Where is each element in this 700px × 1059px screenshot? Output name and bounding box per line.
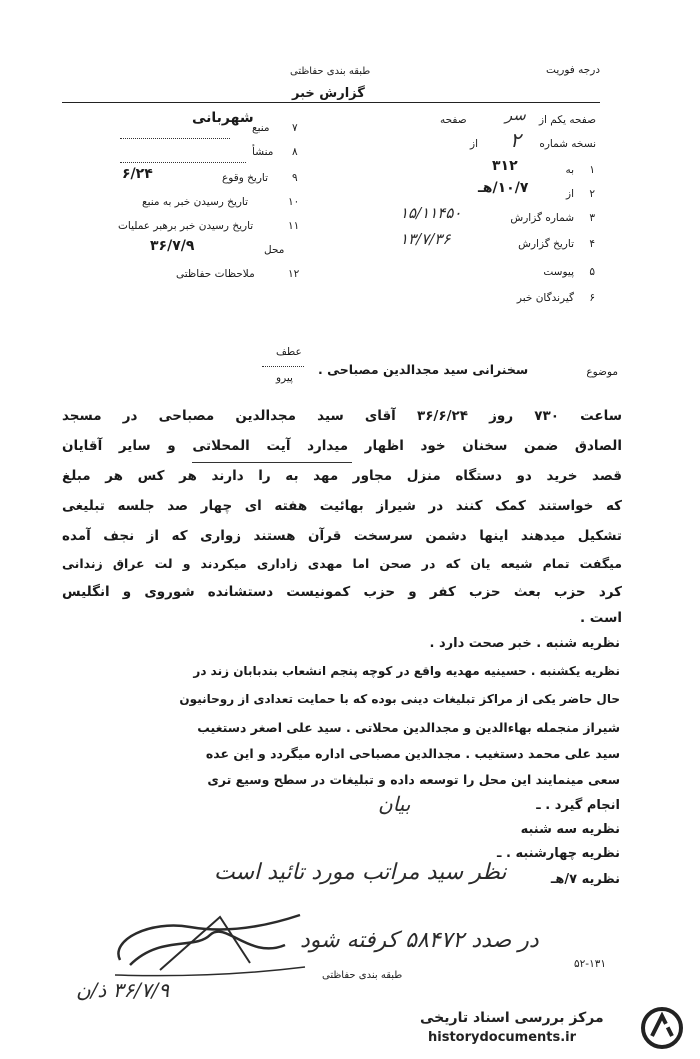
- left-form-line: [120, 138, 230, 139]
- note-text: حسینیه مهدیه واقع در کوچه پنجم انشعاب بندبابان زند در: [193, 664, 527, 678]
- right-form-label-recipients: گیرندگان خبر: [516, 292, 574, 304]
- right-form-value-report-number: ۱۵/۱۱۴۵۰: [400, 204, 462, 222]
- left-form-label-origin: منشأ: [252, 146, 274, 158]
- note-line: نظریه چهارشنبه . ـ: [497, 846, 620, 861]
- note-text: خبر صحت دارد .: [429, 636, 532, 651]
- right-form-label-to: به: [565, 164, 574, 176]
- subject-side-rule: [262, 366, 304, 367]
- final-opinion-handwriting: نظر سید مراتب مورد تائید است: [214, 860, 507, 885]
- right-form-value-to: ۳۱۲: [492, 158, 518, 174]
- margin-handwriting: بیان: [378, 792, 411, 816]
- note-label: نظریه یکشنبه: [539, 664, 620, 678]
- right-form-num-3: ۳: [589, 212, 595, 224]
- note-text: ـ: [497, 846, 502, 861]
- copy-number: ۲: [510, 128, 521, 152]
- right-form-label-report-date: تاریخ گزارش: [518, 238, 574, 250]
- underline-mark: [192, 462, 352, 463]
- right-form-num-5: ۵: [589, 266, 595, 278]
- left-form-label-date-to-source: تاریخ رسیدن خبر به منبع: [142, 196, 249, 208]
- right-form-value-report-date: ۱۳/۷/۳۶: [400, 230, 451, 248]
- page-of-label: صفحه: [440, 114, 467, 126]
- left-form-num-9: ۹: [292, 172, 298, 184]
- right-form-label-report-number: شماره گزارش: [510, 212, 574, 224]
- right-form-label-attachment: پیوست: [543, 266, 574, 278]
- left-form-value-place: ۳۶/۷/۹: [150, 238, 195, 254]
- right-form-label-from: از: [566, 188, 574, 200]
- right-form-num-1: ۱: [589, 164, 595, 176]
- watermark-logo: [640, 1006, 684, 1050]
- body-line: قصد خرید دو دستگاه منزل مجاور مهد به را دارند هر کس هر مبلغ: [62, 468, 622, 484]
- note-line-tuesday: نظریه سه شنبه: [520, 822, 620, 837]
- watermark-text-fa: مرکز بررسی اسناد تاریخی: [420, 1010, 604, 1026]
- left-form-value-date-occurred: ۶/۲۴: [122, 166, 153, 182]
- copy-of-label: از: [470, 138, 478, 150]
- body-line: کرد حزب بعث حزب کفر و حزب کمونیست دستشانده شوروی و انگلیس: [62, 584, 622, 600]
- left-form-num-7: ۷: [292, 122, 298, 134]
- body-line: ساعت ۷۳۰ روز ۳۶/۶/۲۴ آقای سید مجدالدین مصباحی در مسجد: [62, 408, 622, 424]
- left-form-label-date-occurred: تاریخ وقوع: [222, 172, 269, 184]
- header-rule: [62, 102, 600, 103]
- left-form-num-12: ۱۲: [288, 268, 300, 280]
- right-form-num-6: ۶: [589, 292, 595, 304]
- page-of-handwriting: ﺳﺮ: [505, 106, 526, 124]
- left-form-label-place: محل: [264, 244, 285, 256]
- form-code: ۵۲-۱۳۱: [574, 958, 606, 970]
- classification-label-bottom: طبقه بندی حفاظتی: [322, 970, 403, 981]
- right-form-num-4: ۴: [589, 238, 595, 250]
- footer-handwriting: در صدد ۵۸۴۷۲ کرفته شود: [300, 928, 539, 953]
- right-form-value-from: ۱۰/۷/هـ: [478, 180, 529, 196]
- priority-label: درجه فوریت: [546, 64, 600, 76]
- copy-label: نسخه شماره: [539, 138, 596, 150]
- body-line: تشکیل میدهند اینها دشمن سرسخت قرآن هستند زواری که از نجف آمده: [62, 528, 622, 544]
- note-line: نظریه شنبه . خبر صحت دارد .: [429, 636, 620, 651]
- subject-side-top: عطف: [276, 346, 302, 358]
- body-line: که خواستند کمک کنند در شیراز بهائیت هفته ای چهار صد جلسه تبلیغی: [62, 498, 622, 514]
- note-label-final: نظریه ۷/هـ: [550, 872, 620, 887]
- note-line: شیراز منجمله بهاءالدین و مجدالدین محلاتی . سید علی اصغر دستغیب: [197, 720, 620, 735]
- note-label: نظریه چهارشنبه: [515, 846, 620, 861]
- left-form-label-date-to-ops: تاریخ رسیدن خبر برهبر عملیات: [118, 220, 254, 232]
- left-form-label-source: منبع: [252, 122, 270, 134]
- note-line: سعی مینمایند این محل را توسعه داده و تبلیغات در سطح وسیع تری: [207, 772, 620, 787]
- body-line: است .: [579, 610, 622, 626]
- left-form-num-10: ۱۰: [288, 196, 300, 208]
- body-line: میگفت تمام شیعه یان که در صحن اما مهدی زاداری میکردند و لت عراق زندانی: [62, 556, 622, 571]
- subject-side-bottom: پیرو: [276, 372, 293, 384]
- left-form-value-source: شهربانی: [192, 110, 254, 126]
- left-form-label-security-notes: ملاحظات حفاظتی: [176, 268, 255, 280]
- doc-title: گزارش خبر: [292, 86, 365, 101]
- note-line: انجام گیرد . ـ: [536, 798, 620, 813]
- watermark-text-en: historydocuments.ir: [428, 1030, 577, 1045]
- classification-label-top: طبقه بندی حفاظتی: [290, 66, 371, 77]
- left-form-num-11: ۱۱: [288, 220, 300, 232]
- subject-label: موضوع: [586, 366, 618, 378]
- body-line: الصادق ضمن سخنان خود اظهار میدارد آیت المحلاتی و سایر آقایان: [62, 438, 622, 454]
- right-form-num-2: ۲: [589, 188, 595, 200]
- left-form-line: [120, 162, 246, 163]
- subject-text: سخنرانی سید مجدالدین مصباحی .: [318, 362, 529, 377]
- note-label: نظریه شنبه: [545, 636, 620, 651]
- note-line: نظریه یکشنبه . حسینیه مهدیه واقع در کوچه پنجم انشعاب بندبابان زند در: [193, 664, 620, 678]
- note-line: حال حاضر یکی از مراکز تبلیغات دینی بوده که با حمایت تعدادی از روحانیون: [179, 692, 620, 706]
- date-handwriting: ۳۶/۷/۹ ذ/ن: [76, 978, 170, 1002]
- signature-scribble: [100, 905, 320, 985]
- note-line: سید علی محمد دستغیب . مجدالدین مصباحی اداره میگردد و این عده: [205, 746, 620, 761]
- left-form-num-8: ۸: [292, 146, 298, 158]
- page-label: صفحه یکم از: [538, 114, 596, 126]
